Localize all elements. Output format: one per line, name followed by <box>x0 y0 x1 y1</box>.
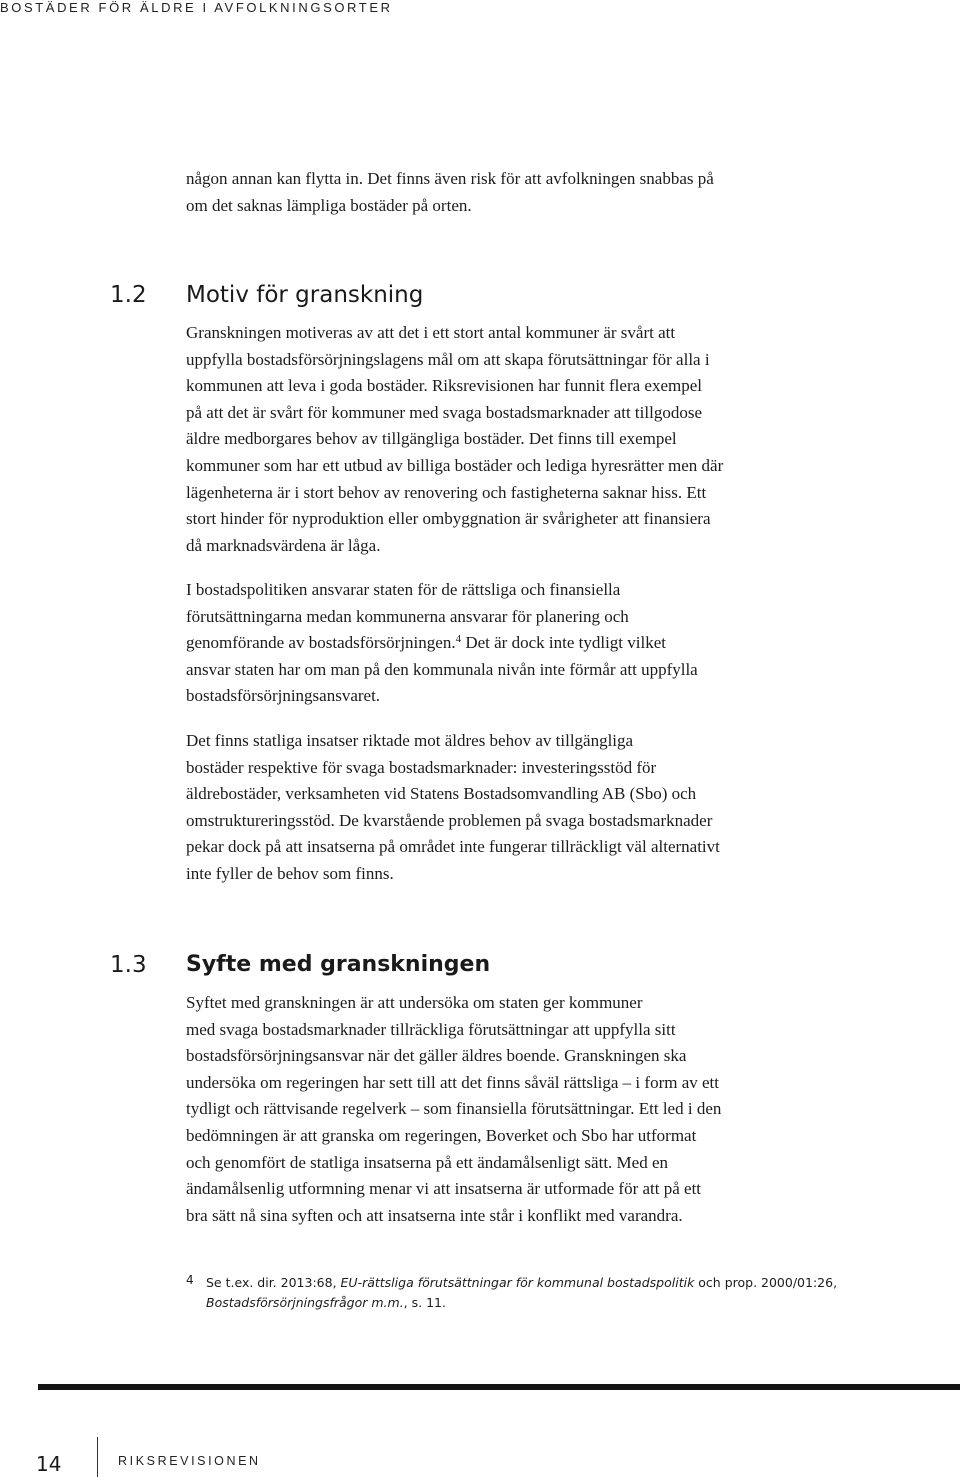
text-line: bostadsförsörjningsansvar när det gäller äldres boende. Granskningen ska <box>186 1046 687 1066</box>
footnote-segment: och prop. 2000/01:26, <box>694 1275 838 1290</box>
text-line: bra sätt nå sina syften och att insatserna inte står i konflikt med varandra. <box>186 1205 683 1225</box>
running-header-title: BOSTÄDER FÖR ÄLDRE I AVFOLKNINGSORTER <box>0 0 393 15</box>
text-line <box>206 1273 837 1293</box>
footnote-italic-title: EU-rättsliga förutsättningar för kommunal bostadspolitik <box>340 1275 695 1290</box>
text-segment: genomförande av bostadsförsörjningen. <box>186 633 456 653</box>
publisher-name: RIKSREVISIONEN <box>118 1454 261 1468</box>
footer-rule <box>38 1384 960 1390</box>
section-number: 1.2 <box>110 282 147 308</box>
text-line: då marknadsvärdena är låga. <box>186 535 381 555</box>
text-line: I bostadspolitiken ansvarar staten för de rättsliga och finansiella <box>186 580 621 599</box>
body-paragraph <box>186 728 836 888</box>
body-paragraph <box>186 577 836 710</box>
text-line: förutsättningarna medan kommunerna ansvarar för planering och <box>186 606 629 626</box>
page-number: 14 <box>36 1452 62 1476</box>
section-heading: Motiv för granskning <box>186 282 424 308</box>
text-line: lägenheterna är i stort behov av renovering och fastigheterna saknar hiss. Ett <box>186 482 707 502</box>
text-segment: Det är dock inte tydligt vilket <box>465 633 666 653</box>
text-line: stort hinder för nyproduktion eller ombyggnation är svårigheter att finansiera <box>186 509 711 529</box>
text-line: ändamålsenlig utformning menar vi att insatserna är utformade för att på ett <box>186 1179 702 1199</box>
text-line: pekar dock på att insatserna på området inte fungerar tillräckligt väl alternativt <box>186 837 720 857</box>
text-line: Syftet med granskningen är att undersöka om staten ger kommuner <box>186 993 643 1012</box>
text-line: uppfylla bostadsförsörjningslagens mål om att skapa förutsättningar för alla i <box>186 349 710 369</box>
body-paragraph <box>186 990 836 1229</box>
text-line: bedömningen är att granska om regeringen, Boverket och Sbo har utformat <box>186 1125 697 1145</box>
text-line: äldrebostäder, verksamheten vid Statens Bostadsomvandling AB (Sbo) och <box>186 784 697 804</box>
text-line: bostäder respektive för svaga bostadsmarknader: investeringsstöd för <box>186 757 657 777</box>
footnote-segment: Se t.ex. dir. 2013:68, <box>206 1275 341 1290</box>
text-line: tydligt och rättvisande regelverk – som finansiella förutsättningar. Ett led i den <box>186 1099 722 1119</box>
footnote-marker: 4 <box>186 1273 194 1287</box>
text-line: omstruktureringsstöd. De kvarstående problemen på svaga bostadsmarknader <box>186 810 713 830</box>
footer-divider <box>97 1437 98 1477</box>
text-line: inte fyller de behov som finns. <box>186 863 394 883</box>
section-number: 1.3 <box>110 952 147 978</box>
footnote-segment: , s. 11. <box>403 1294 446 1310</box>
footnote-italic-title: Bostadsförsörjningsfrågor m.m. <box>206 1294 404 1310</box>
text-line: bostadsförsörjningsansvaret. <box>186 686 381 706</box>
text-line <box>186 630 836 657</box>
footnote-text <box>206 1273 837 1312</box>
text-line: kommuner som har ett utbud av billiga bostäder och lediga hyresrätter men där <box>186 455 724 475</box>
intro-paragraph <box>186 166 836 219</box>
section-heading: Syfte med granskningen <box>186 952 491 977</box>
text-line: på att det är svårt för kommuner med svaga bostadsmarknader att tillgodose <box>186 402 702 422</box>
text-line: äldre medborgares behov av tillgängliga bostäder. Det finns till exempel <box>186 429 677 449</box>
footnote-reference[interactable]: 4 <box>455 633 462 646</box>
text-line: Det finns statliga insatser riktade mot äldres behov av tillgängliga <box>186 731 634 750</box>
text-line: ansvar staten har om man på den kommunala nivån inte förmår att uppfylla <box>186 659 698 679</box>
text-line: Granskningen motiveras av att det i ett stort antal kommuner är svårt att <box>186 323 676 342</box>
body-paragraph <box>186 320 836 559</box>
text-line: undersöka om regeringen har sett till att det finns såväl rättsliga – i form av ett <box>186 1072 719 1092</box>
text-line: om det saknas lämpliga bostäder på orten. <box>186 195 472 215</box>
text-line <box>206 1293 837 1313</box>
text-line: kommunen att leva i goda bostäder. Riksrevisionen har funnit flera exempel <box>186 376 702 396</box>
text-line: och genomfört de statliga insatserna på ett ändamålsenligt sätt. Med en <box>186 1152 668 1172</box>
text-line: någon annan kan flytta in. Det finns även risk för att avfolkningen snabbas på <box>186 169 714 188</box>
text-line: med svaga bostadsmarknader tillräckliga förutsättningar att uppfylla sitt <box>186 1019 676 1039</box>
